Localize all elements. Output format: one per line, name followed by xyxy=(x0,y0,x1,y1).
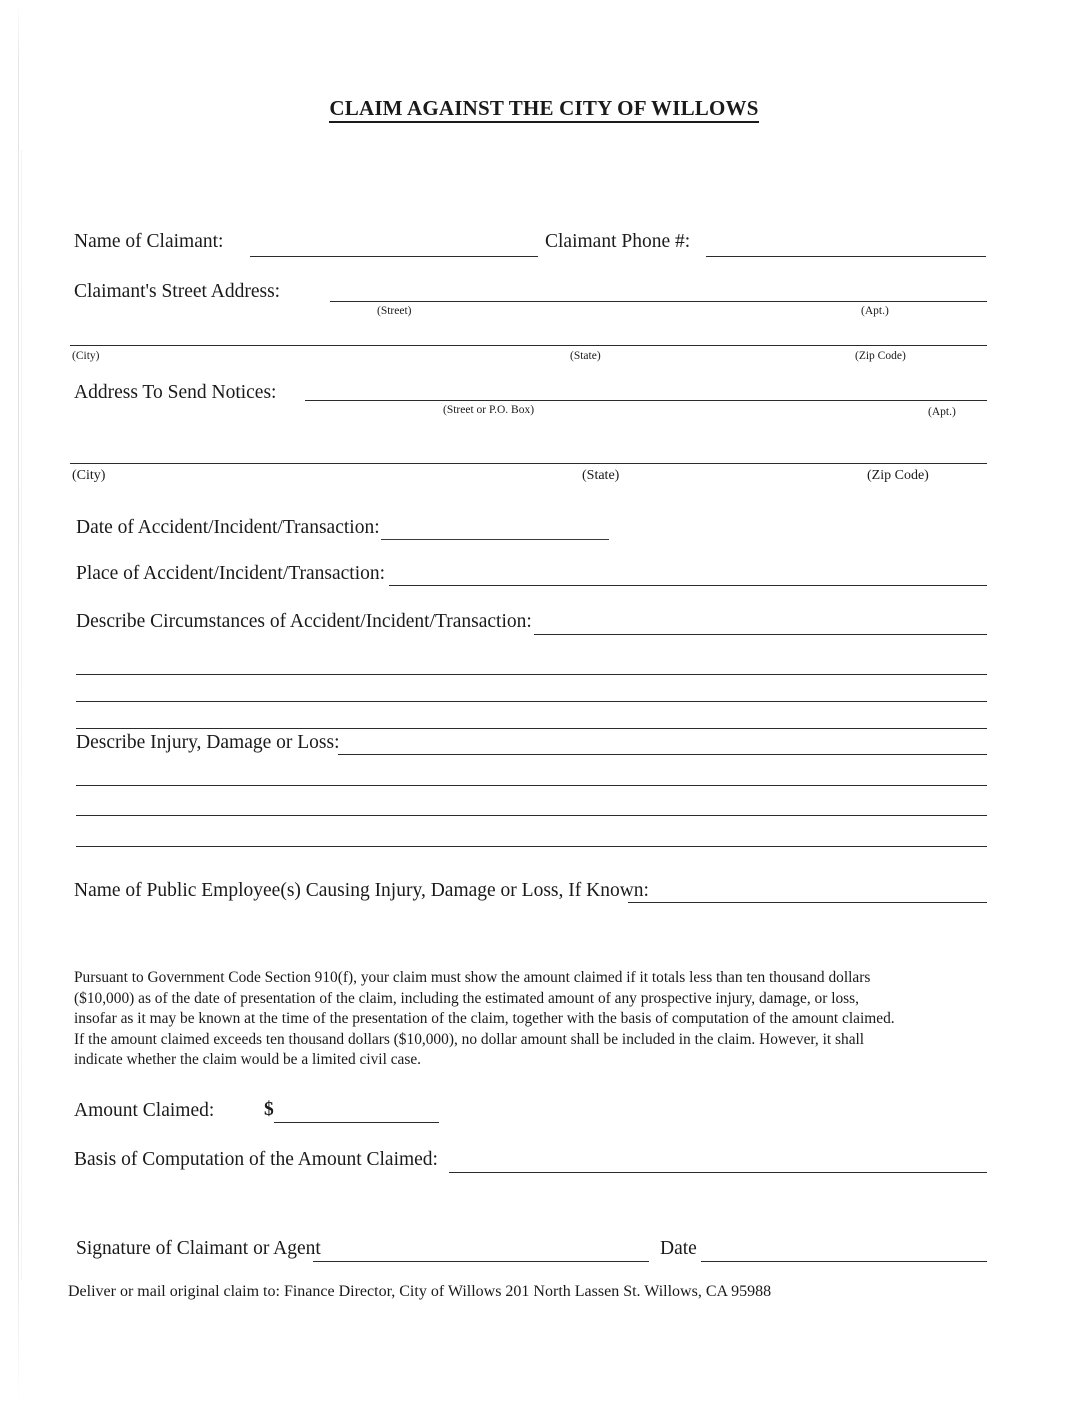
scan-artifact-left xyxy=(18,0,19,1408)
input-amount-claimed[interactable] xyxy=(274,1122,439,1123)
input-describe-injury-line-3[interactable] xyxy=(76,815,987,816)
sublabel-zip-1: (Zip Code) xyxy=(855,350,906,362)
input-notices-city-state-zip[interactable] xyxy=(70,463,987,464)
sublabel-state-2: (State) xyxy=(582,468,620,483)
label-claimant-phone: Claimant Phone #: xyxy=(545,231,691,252)
label-place-of-accident: Place of Accident/Incident/Transaction: xyxy=(76,563,386,584)
label-amount-claimed: Amount Claimed: xyxy=(74,1100,215,1121)
input-describe-circumstances-line-3[interactable] xyxy=(76,701,987,702)
sublabel-city-2: (City) xyxy=(72,468,106,483)
label-claimant-street-address: Claimant's Street Address: xyxy=(74,281,281,302)
page-title xyxy=(0,96,1088,121)
input-signature[interactable] xyxy=(313,1261,649,1262)
label-address-to-send-notices: Address To Send Notices: xyxy=(74,382,277,403)
sublabel-state-1: (State) xyxy=(570,350,601,362)
sublabel-city-1: (City) xyxy=(72,350,100,362)
label-date-of-accident: Date of Accident/Incident/Transaction: xyxy=(76,517,380,538)
legal-notice-line-5: indicate whether the claim would be a limited civil case. xyxy=(74,1051,422,1069)
input-basis-of-computation[interactable] xyxy=(449,1172,987,1173)
footer-delivery-instructions: Deliver or mail original claim to: Finance Director, City of Willows 201 North Lassen St. Willows, CA 95988 xyxy=(68,1283,772,1300)
input-place-of-accident[interactable] xyxy=(389,585,987,586)
sublabel-street-or-po-box: (Street or P.O. Box) xyxy=(443,404,535,416)
label-name-of-claimant: Name of Claimant: xyxy=(74,231,224,252)
sublabel-zip-2: (Zip Code) xyxy=(867,468,929,483)
sublabel-apt-2: (Apt.) xyxy=(928,406,956,418)
label-date: Date xyxy=(660,1238,697,1259)
input-date[interactable] xyxy=(701,1261,987,1262)
input-describe-injury-line-4[interactable] xyxy=(76,846,987,847)
legal-notice-paragraph xyxy=(74,968,1010,1071)
sublabel-apt-1: (Apt.) xyxy=(861,305,889,317)
input-claimant-city-state-zip[interactable] xyxy=(70,345,987,346)
input-describe-circumstances-line-2[interactable] xyxy=(76,674,987,675)
label-signature: Signature of Claimant or Agent xyxy=(76,1238,321,1259)
input-name-of-claimant[interactable] xyxy=(250,256,538,257)
input-claimant-phone[interactable] xyxy=(706,256,986,257)
label-describe-circumstances: Describe Circumstances of Accident/Incident/Transaction: xyxy=(76,611,532,632)
legal-notice-line-1: Pursuant to Government Code Section 910(f), your claim must show the amount claimed if it totals less than ten thousand dollars xyxy=(74,969,871,986)
label-basis-of-computation: Basis of Computation of the Amount Claimed: xyxy=(74,1149,438,1170)
page-title-text: CLAIM AGAINST THE CITY OF WILLOWS xyxy=(329,96,758,123)
legal-notice-line-3: insofar as it may be known at the time of the presentation of the claim, together with the basis of computation of the amount claimed. xyxy=(74,1010,895,1028)
legal-notice-line-4: If the amount claimed exceeds ten thousand dollars ($10,000), no dollar amount shall be included in the claim. However, it shall xyxy=(74,1030,865,1048)
label-name-of-public-employee: Name of Public Employee(s) Causing Injury, Damage or Loss, If Known: xyxy=(74,880,649,901)
input-describe-injury-line-1[interactable] xyxy=(338,754,987,755)
input-date-of-accident[interactable] xyxy=(381,539,609,540)
input-name-of-public-employee[interactable] xyxy=(628,902,987,903)
input-describe-circumstances-line-1[interactable] xyxy=(534,634,987,635)
label-describe-injury: Describe Injury, Damage or Loss: xyxy=(76,732,340,753)
scan-artifact-left-secondary xyxy=(21,150,22,1280)
sublabel-street: (Street) xyxy=(377,305,412,317)
legal-notice-line-2: ($10,000) as of the date of presentation of the claim, including the estimated amount of any prospective injury, damage, or loss, xyxy=(74,989,859,1007)
input-describe-circumstances-line-4[interactable] xyxy=(76,728,987,729)
input-describe-injury-line-2[interactable] xyxy=(76,785,987,786)
dollar-sign-icon: $ xyxy=(264,1099,274,1120)
input-claimant-street-address[interactable] xyxy=(330,301,987,302)
input-address-to-send-notices[interactable] xyxy=(305,400,987,401)
